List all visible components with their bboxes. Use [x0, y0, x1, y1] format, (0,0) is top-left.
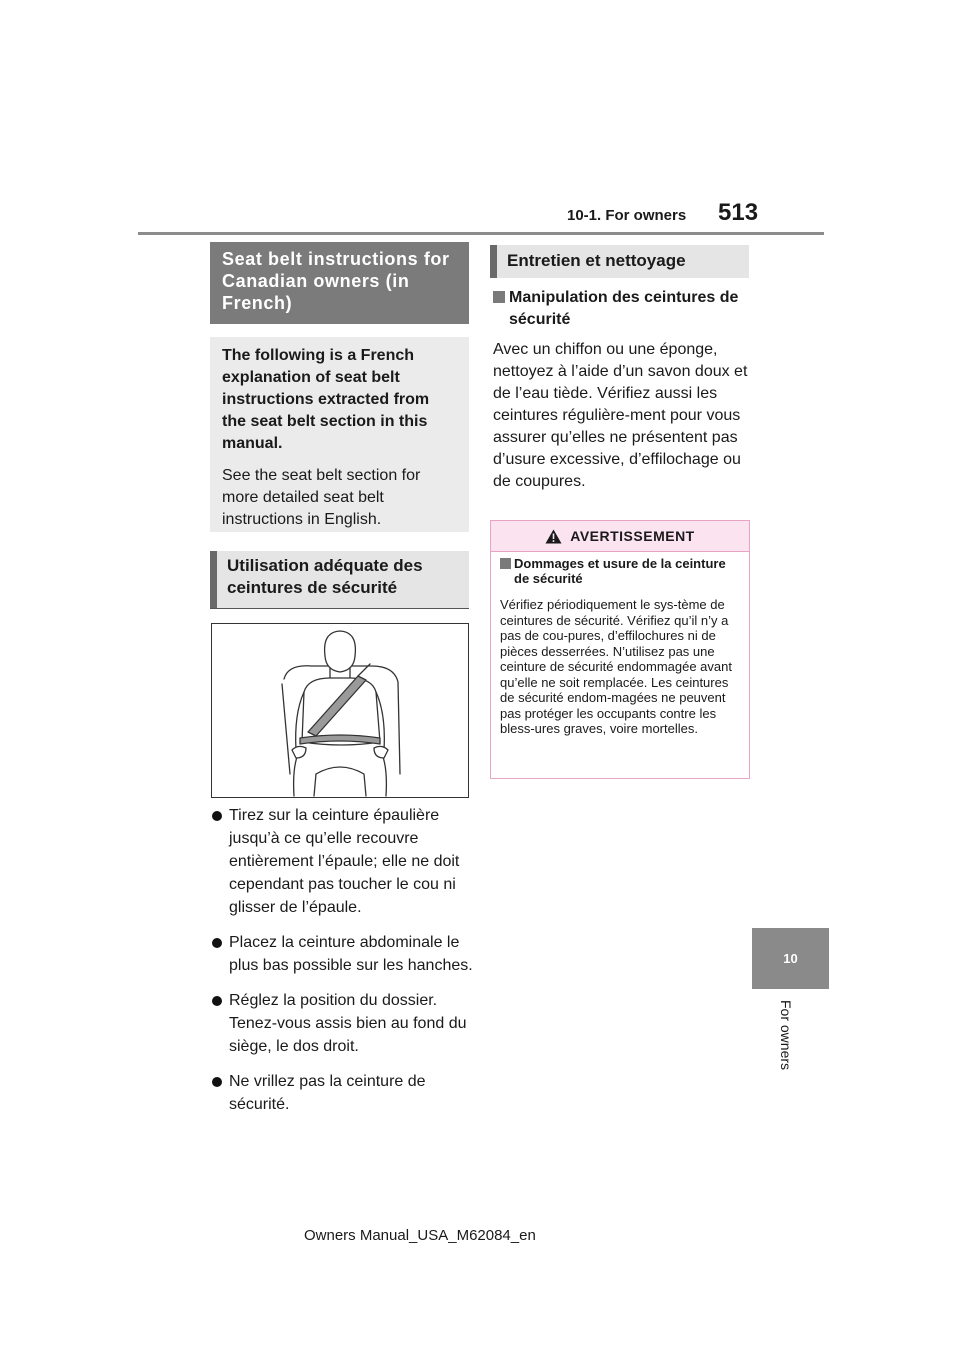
footer-text: Owners Manual_USA_M62084_en	[304, 1227, 536, 1244]
warning-triangle-icon	[545, 529, 562, 544]
section-heading-usage: Utilisation adéquate des ceintures de sécurité	[210, 551, 469, 609]
heading-rule	[210, 608, 469, 609]
seated-person-icon	[212, 624, 468, 797]
handling-subheading	[493, 287, 751, 331]
section-heading-canadian: Seat belt instructions for Canadian owners (in French)	[210, 242, 469, 324]
section-heading-maintenance: Entretien et nettoyage	[490, 245, 749, 278]
warning-box	[490, 520, 750, 779]
square-bullet-icon	[500, 558, 511, 569]
page-number: 513	[718, 199, 759, 226]
list-item: Réglez la position du dossier. Tenez-vous assis bien au fond du siège, le dos droit.	[212, 989, 474, 1058]
chapter-label-text: For owners	[778, 1000, 794, 1071]
warning-title: AVERTISSEMENT	[570, 528, 695, 544]
handling-subheading-text: Manipulation des ceintures de sécurité	[509, 289, 739, 328]
warning-title-bar	[491, 521, 749, 552]
intro-normal-text: See the seat belt section for more detailed seat belt instructions in English.	[222, 467, 421, 528]
handling-body-text: Avec un chiffon ou une éponge, nettoyez à l’aide d’un savon doux et de l’eau tiède. Vérifiez aussi les ceintures régulière-ment pour vous assurer qu’elles ne présentent pas d’usure excessive, d’effilochage ou de coupures.	[493, 341, 748, 490]
section-title: 10-1. For owners	[567, 207, 687, 224]
warning-subheading	[500, 556, 740, 586]
header-rule	[138, 232, 824, 235]
intro-box	[210, 337, 469, 532]
usage-bullet-list	[212, 804, 474, 1128]
chapter-side-label	[770, 1000, 794, 1090]
list-item: Tirez sur la ceinture épaulière jusqu’à ce qu’elle recouvre entièrement l’épaule; elle ne doit cependant pas toucher le cou ni glisser de l’épaule.	[212, 804, 474, 919]
warning-body-text: Vérifiez périodiquement le sys-tème de ceintures de sécurité. Vérifiez qu’il n’y a pas de cou-pures, d’effilochures ni de pièces desserrées. N’utilisez pas une ceinture de sécurité endommagée avant qu’elle ne soit remplacée. Les ceintures de sécurité endom-magées ne peuvent pas protéger les occupants contre les bless-ures graves, voire mortelles.	[500, 597, 732, 736]
seatbelt-illustration	[211, 623, 469, 798]
chapter-tab[interactable]	[752, 928, 829, 989]
chapter-number: 10	[783, 951, 798, 966]
list-item: Placez la ceinture abdominale le plus bas possible sur les hanches.	[212, 931, 474, 977]
intro-bold-text: The following is a French explanation of seat belt instructions extracted from the seat belt section in this manual.	[222, 347, 430, 452]
square-bullet-icon	[493, 291, 505, 303]
warning-subheading-text: Dommages et usure de la ceinture de sécurité	[514, 556, 726, 586]
list-item: Ne vrillez pas la ceinture de sécurité.	[212, 1070, 474, 1116]
